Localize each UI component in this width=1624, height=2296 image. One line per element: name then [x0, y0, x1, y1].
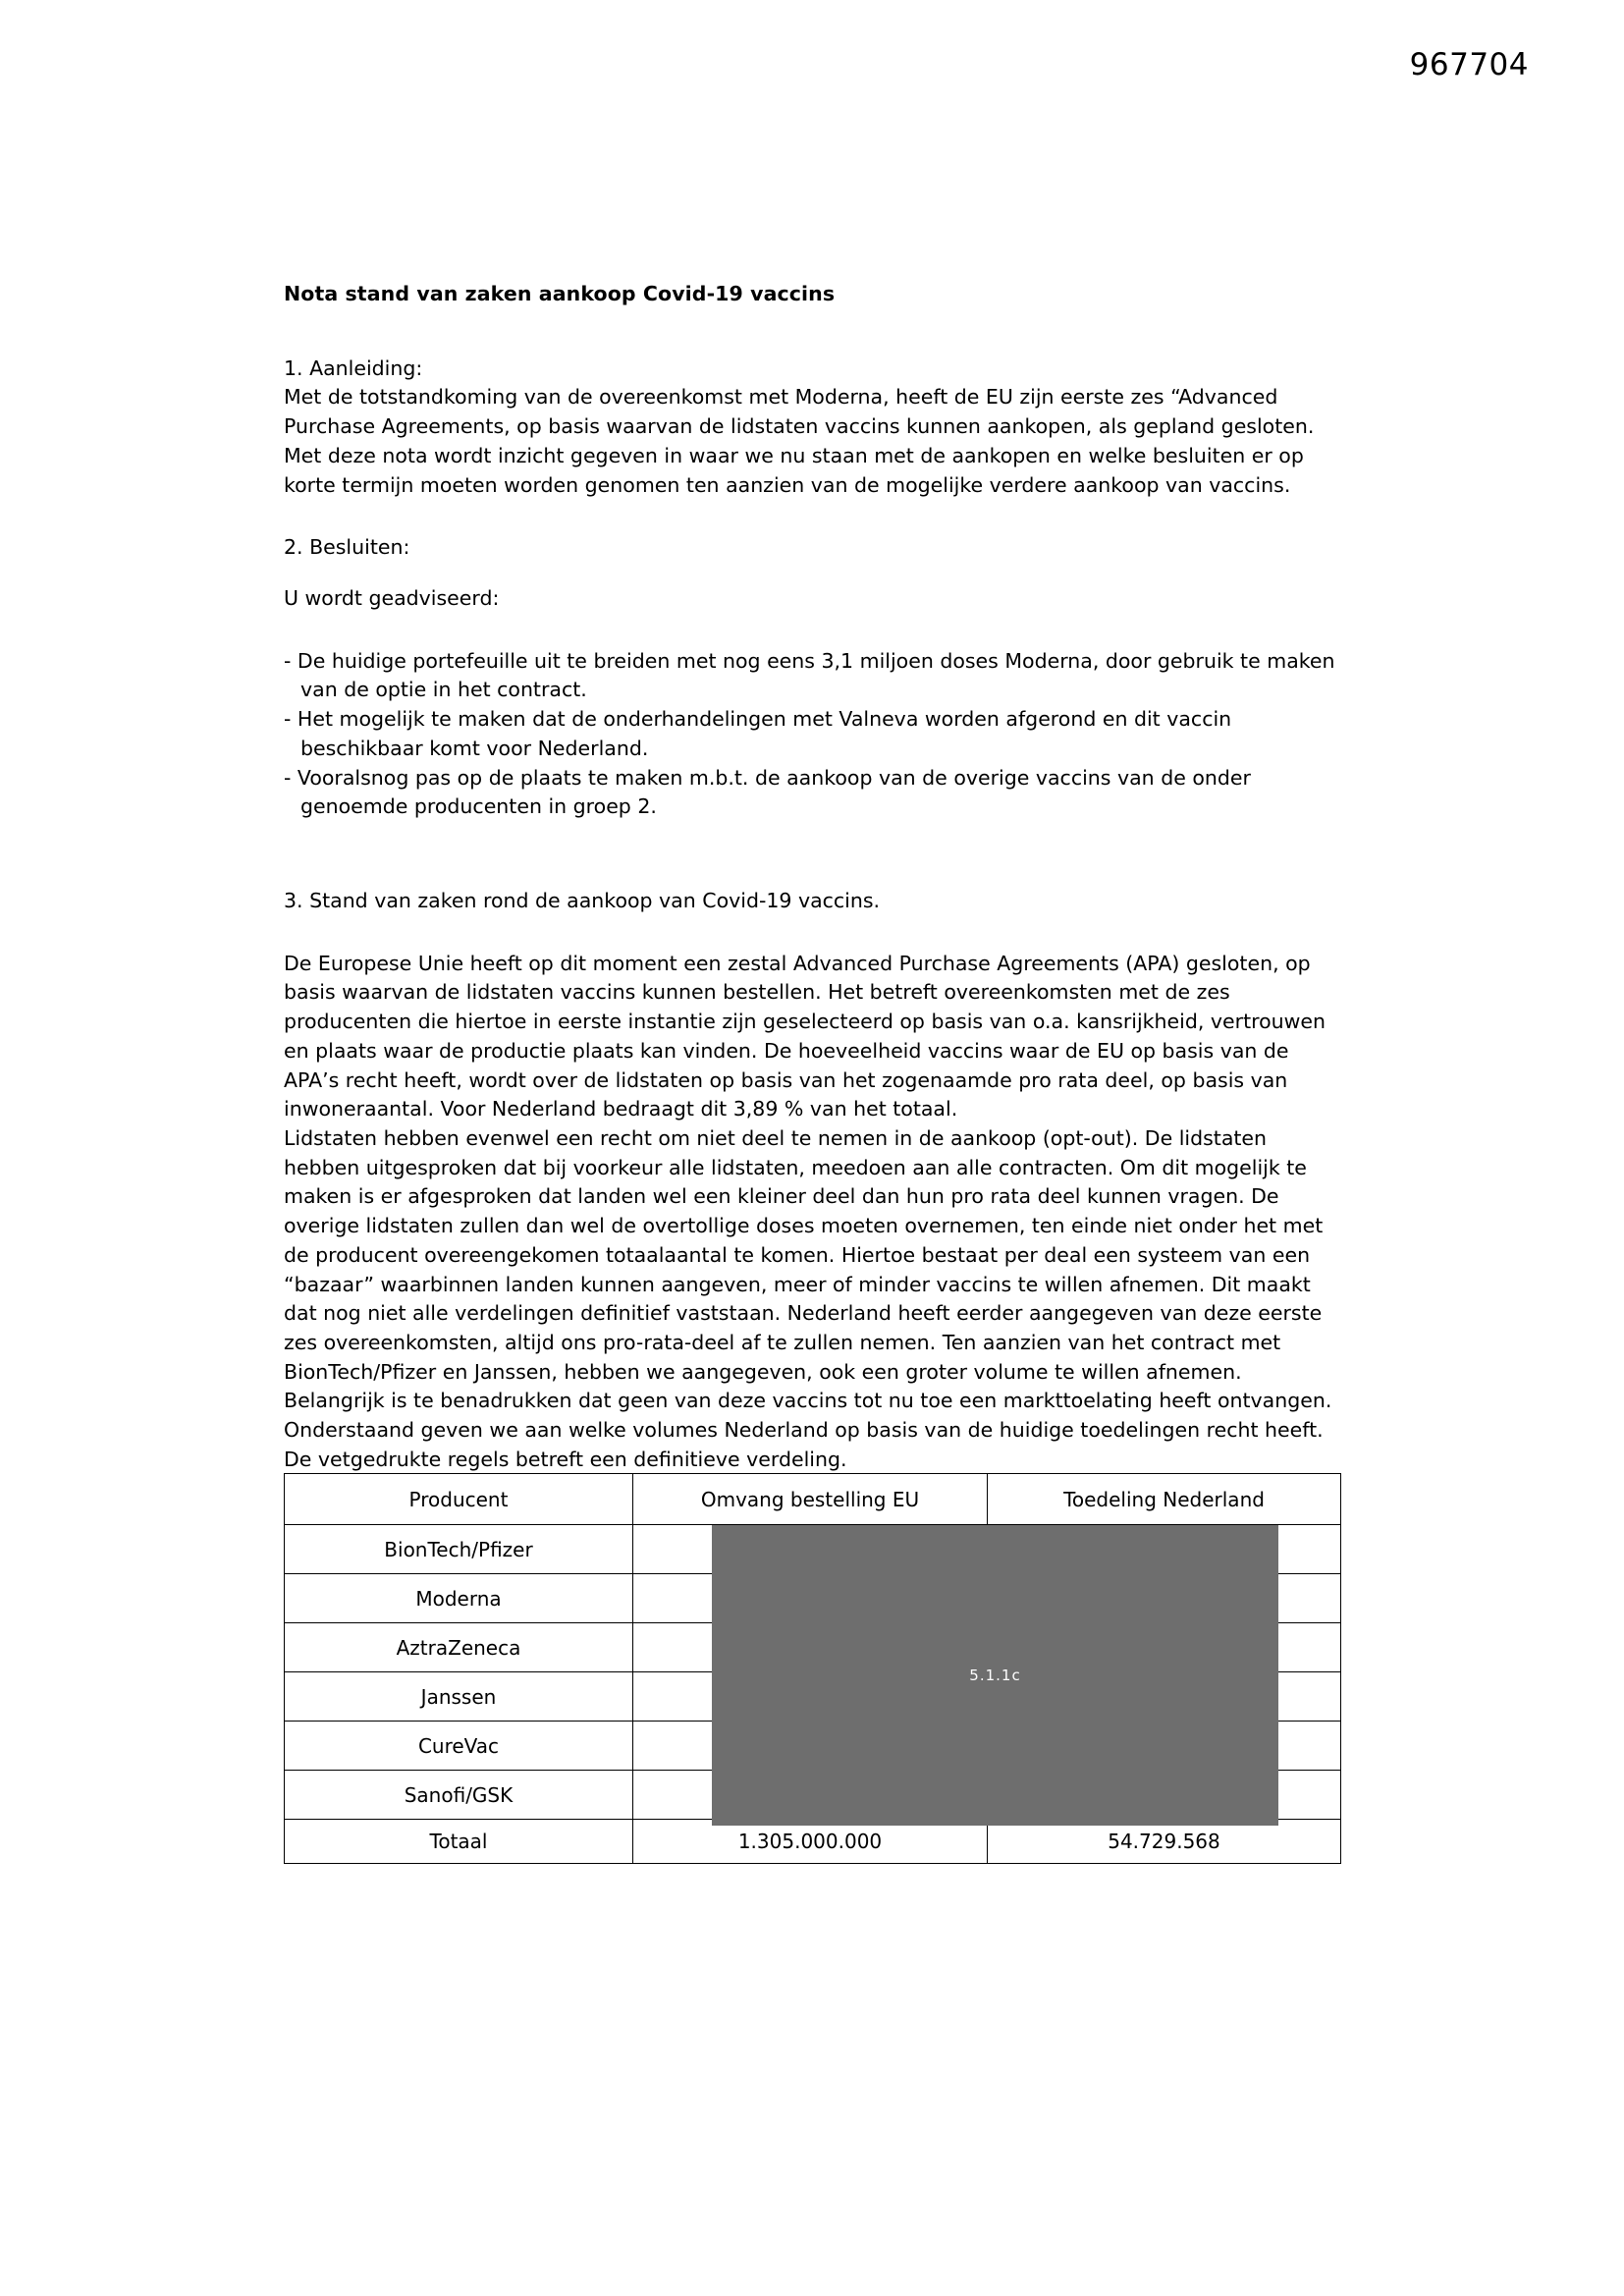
section-aanleiding-body: Met de totstandkoming van de overeenkomst met Moderna, heeft de EU zijn eerste zes “Advanced Purchase Agreements, op basis waarvan de lidstaten vaccins kunnen aankopen, als gepland gesloten. Met deze nota wordt inzicht gegeven in waar we nu staan met de aankopen en welke besluiten er op korte termijn moeten worden genomen ten aanzien van de mogelijke verdere aankoop van vaccins.: [284, 385, 1315, 497]
redaction-overlay: [712, 1525, 1278, 1826]
list-item: - Vooralsnog pas op de plaats te maken m.b.t. de aankoop van de overige vaccins van de onder genoemde producenten in groep 2.: [284, 765, 1251, 819]
list-item: - Het mogelijk te maken dat de onderhandelingen met Valneva worden afgerond en dit vaccin beschikbaar komt voor Nederland.: [284, 707, 1232, 760]
besluiten-intro: U wordt geadviseerd:: [284, 585, 500, 610]
page-title: Nota stand van zaken aankoop Covid-19 vaccins: [284, 282, 836, 305]
besluiten-bullet-list: [284, 647, 1344, 822]
document-body: [284, 281, 1344, 1475]
cell-total-toedeling: 54.729.568: [988, 1820, 1341, 1864]
cell-total-label: Totaal: [285, 1820, 633, 1864]
stand-van-zaken-para-2: Lidstaten hebben evenwel een recht om niet deel te nemen in de aankoop (opt-out). De lidstaten hebben uitgesproken dat bij voorkeur alle lidstaten, meedoen aan alle contracten. Om dit mogelijk te maken is er afgesproken dat landen wel een kleiner deel dan hun pro rata deel kunnen vragen. De overige lidstaten zullen dan wel de overtollige doses moeten overnemen, ten einde niet onder het met de producent overeengekomen totaalaantal te komen. Hiertoe bestaat per deal een systeem van een “bazaar” waarbinnen landen kunnen aangeven, meer of minder vaccins te willen afnemen. Dit maakt dat nog niet alle verdelingen definitief vaststaan. Nederland heeft eerder aangegeven van deze eerste zes overeenkomsten, altijd ons pro-rata-deel af te zullen nemen. Ten aanzien van het contract met BionTech/Pfizer en Janssen, hebben we aangegeven, ook een groter volume te willen afnemen. Belangrijk is te benadrukken dat geen van deze vaccins tot nu toe een markttoelating heeft ontvangen. Onderstaand geven we aan welke volumes Nederland op basis van de huidige toedelingen recht heeft. De vetgedrukte regels betreft een definitieve verdeling.: [284, 1126, 1332, 1471]
column-header-toedeling-nederland: Toedeling Nederland: [988, 1474, 1341, 1525]
stand-van-zaken-para-1: De Europese Unie heeft op dit moment een zestal Advanced Purchase Agreements (APA) gesloten, op basis waarvan de lidstaten vaccins kunnen bestellen. Het betreft overeenkomsten met de zes producenten die hiertoe in eerste instantie zijn geselecteerd op basis van o.a. kansrijkheid, vertrouwen en plaats waar de productie plaats kan vinden. De hoeveelheid vaccins waar de EU op basis van de APA’s recht heeft, wordt over de lidstaten op basis van het zogenaamde pro rata deel, op basis van inwoneraantal. Voor Nederland bedraagt dit 3,89 % van het totaal.: [284, 951, 1326, 1121]
section-heading-stand-van-zaken: 3. Stand van zaken rond de aankoop van Covid-19 vaccins.: [284, 888, 881, 912]
cell-producent: BionTech/Pfizer: [285, 1525, 633, 1574]
list-item: - De huidige portefeuille uit te breiden met nog eens 3,1 miljoen doses Moderna, door gebruik te maken van de optie in het contract.: [284, 648, 1335, 702]
cell-producent: Sanofi/GSK: [285, 1771, 633, 1820]
column-header-omvang-bestelling-eu: Omvang bestelling EU: [633, 1474, 988, 1525]
table-header-row: [285, 1474, 1341, 1525]
redaction-label: 5.1.1c: [969, 1667, 1021, 1684]
table-total-row: [285, 1820, 1341, 1864]
cell-producent: Janssen: [285, 1672, 633, 1722]
section-heading-aanleiding: 1. Aanleiding:: [284, 355, 423, 380]
column-header-producent: Producent: [285, 1474, 633, 1525]
cell-producent: AztraZeneca: [285, 1623, 633, 1672]
cell-total-omvang: 1.305.000.000: [633, 1820, 988, 1864]
cell-producent: Moderna: [285, 1574, 633, 1623]
section-heading-besluiten: 2. Besluiten:: [284, 535, 410, 560]
cell-producent: CureVac: [285, 1722, 633, 1771]
page-number: 967704: [1409, 47, 1529, 82]
